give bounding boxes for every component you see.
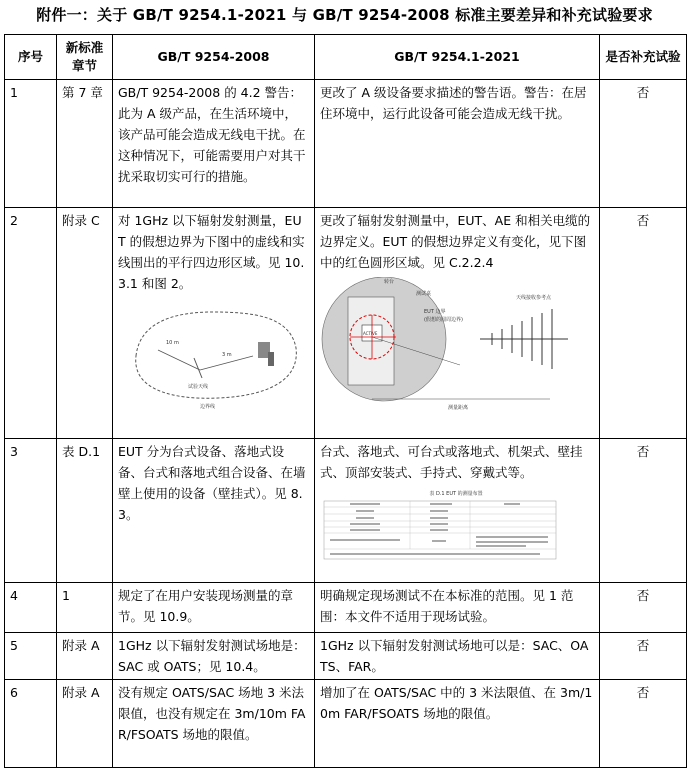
table-row (5, 583, 687, 633)
old-boundary-figure (118, 298, 308, 410)
row-no: 6 (5, 680, 57, 768)
row-new: 1GHz 以下辐射发射测试场地可以是：SAC、OATS、FAR。 (315, 633, 600, 680)
header-new-standard: GB/T 9254.1-2021 (315, 35, 600, 80)
comparison-table (4, 34, 687, 768)
row-no: 4 (5, 583, 57, 633)
table-row (5, 208, 687, 439)
new-fig-eut-label: 测试桌 (416, 291, 432, 297)
table-row (5, 80, 687, 208)
row-no: 3 (5, 439, 57, 583)
row-supplement: 否 (600, 80, 687, 208)
new-fig-antenna-label: 天线接收参考点 (516, 295, 552, 301)
old-fig-border: 边界线 (200, 404, 216, 410)
new-fig-boundary-label: EUT 边界 (424, 309, 446, 315)
row-chapter: 附录 A (57, 680, 113, 768)
fig-table-title: 表 D.1 EUT 的测量布置 (429, 491, 483, 497)
header-old-standard: GB/T 9254-2008 (113, 35, 315, 80)
old-fig-antenna: 试验天线 (188, 384, 209, 390)
row-new: 增加了在 OATS/SAC 中的 3 米法限值、在 3m/10m FAR/FSOATS 场地的限值。 (315, 680, 600, 768)
row-chapter: 表 D.1 (57, 439, 113, 583)
row-supplement: 否 (600, 208, 687, 439)
row-old: 1GHz 以下辐射发射测试场地是：SAC 或 OATS；见 10.4。 (113, 633, 315, 680)
row-no: 2 (5, 208, 57, 439)
header-supplement: 是否补充试验 (600, 35, 687, 80)
row-supplement: 否 (600, 680, 687, 768)
table-row (5, 680, 687, 768)
row-chapter: 1 (57, 583, 113, 633)
measure-line-2 (200, 356, 253, 370)
table-header-row (5, 35, 687, 80)
row-old: 规定了在用户安装现场测量的章节。见 10.9。 (113, 583, 315, 633)
new-fig-distance-label: 测量距离 (448, 405, 469, 411)
row-supplement: 否 (600, 583, 687, 633)
old-fig-dist1: 10 m (166, 340, 179, 346)
new-boundary-figure (320, 277, 592, 413)
row-old: 对 1GHz 以下辐射发射测量，EUT 的假想边界为下图中的虚线和实线围出的平行四边形区域。见 10.3.1 和图 2。 (118, 213, 305, 291)
page-title: 附件一：关于 GB/T 9254.1-2021 与 GB/T 9254-2008 标准主要差异和补充试验要求 (36, 6, 653, 24)
row-no: 5 (5, 633, 57, 680)
table-row (5, 439, 687, 583)
eut-arrangement-table-figure (320, 487, 592, 567)
row-new-cell (315, 208, 600, 439)
row-old: GB/T 9254-2008 的 4.2 警告：此为 A 级产品，在生活环境中，该产品可能会造成无线电干扰。在这种情况下，可能需要用户对其干扰采取切实可行的措施。 (113, 80, 315, 208)
old-fig-dist2: 3 m (222, 352, 232, 358)
row-old: 没有规定 OATS/SAC 场地 3 米法限值，也没有规定在 3m/10m FAR/FSOATS 场地的限值。 (113, 680, 315, 768)
row-new: 明确规定现场测试不在本标准的范围。见 1 范围：本文件不适用于现场试验。 (315, 583, 600, 633)
row-chapter: 附录 A (57, 633, 113, 680)
row-new: 更改了辐射发射测量中，EUT、AE 和相关电缆的边界定义。EUT 的假想边界定义有变化，见下图中的红色圆形区域。见 C.2.2.4 (320, 213, 591, 270)
row-no: 1 (5, 80, 57, 208)
header-chapter: 新标准章节 (57, 35, 113, 80)
new-fig-center-label: ACTIVE (363, 331, 378, 336)
row-old: EUT 分为台式设备、落地式设备、台式和落地式组合设备、在墙壁上使用的设备（壁挂式）。见 8.3。 (113, 439, 315, 583)
new-fig-table-label: 转台 (384, 279, 395, 285)
header-no: 序号 (5, 35, 57, 80)
new-fig-boundary-note: (假想的圆周边界) (424, 317, 463, 323)
eut-block-2 (268, 352, 274, 366)
table-row (5, 633, 687, 680)
row-supplement: 否 (600, 439, 687, 583)
row-new: 台式、落地式、可台式或落地式、机架式、壁挂式、顶部安装式、手持式、穿戴式等。 (320, 444, 583, 480)
row-chapter: 附录 C (57, 208, 113, 439)
row-chapter: 第 7 章 (57, 80, 113, 208)
row-new: 更改了 A 级设备要求描述的警告语。警告：在居住环境中，运行此设备可能会造成无线干扰。 (315, 80, 600, 208)
row-new-cell (315, 439, 600, 583)
row-supplement: 否 (600, 633, 687, 680)
measure-line-1 (158, 350, 200, 370)
mini-table-text (330, 503, 548, 555)
row-old-cell (113, 208, 315, 439)
